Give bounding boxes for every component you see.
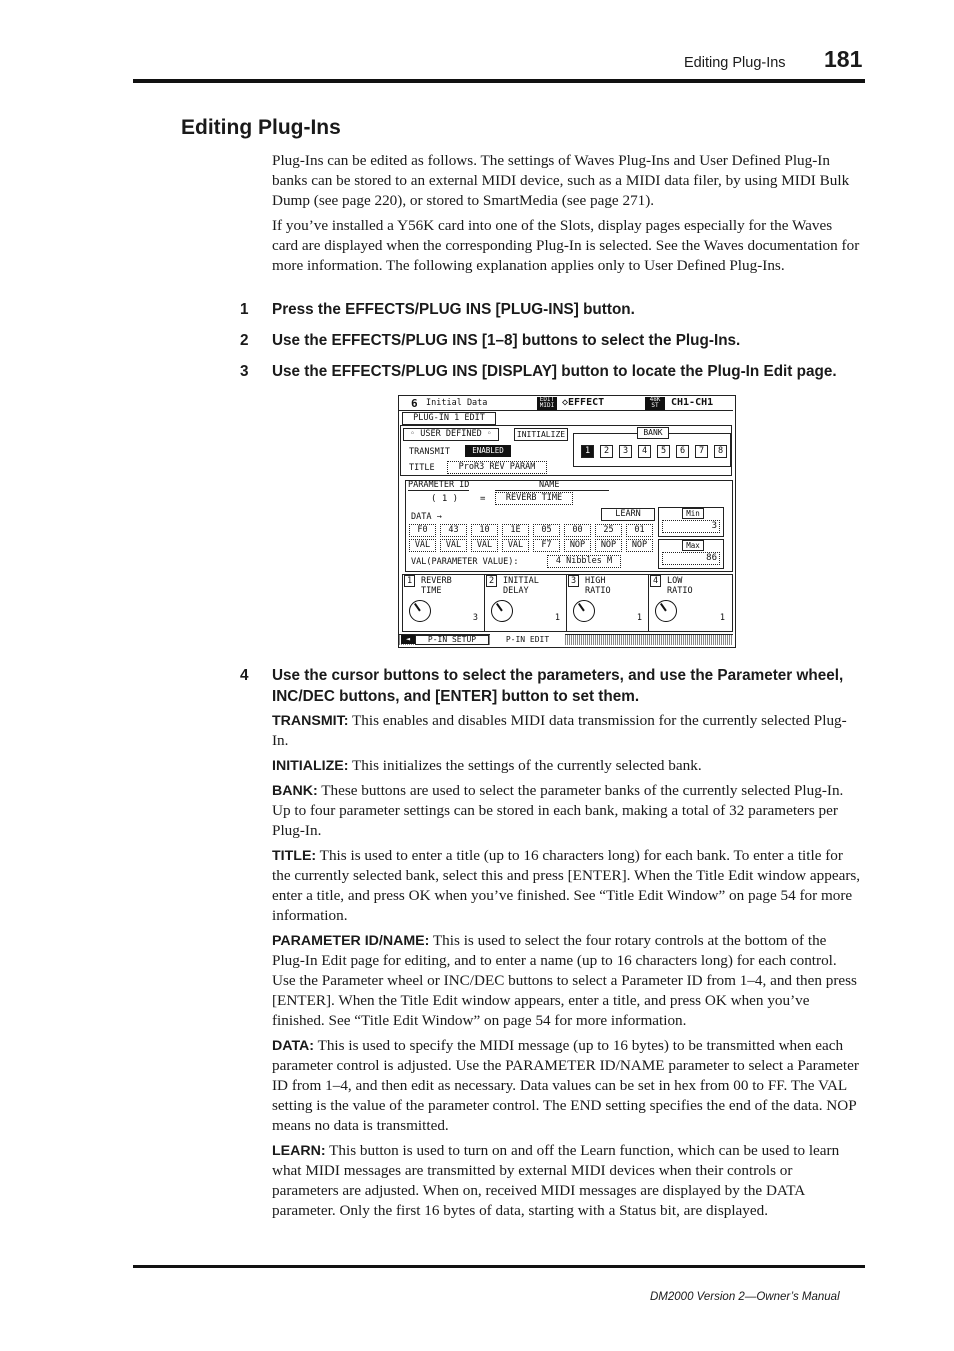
lcd-screen — [398, 395, 736, 648]
data-type[interactable]: NOP — [564, 539, 591, 552]
tab-plugin-edit[interactable]: P-IN EDIT — [490, 634, 565, 645]
knob-cell[interactable] — [485, 575, 567, 631]
definition-data — [272, 1036, 862, 1136]
definition-learn — [272, 1141, 862, 1221]
rate-badge: 48K ST — [645, 397, 665, 410]
term: TITLE: — [272, 848, 317, 864]
bank-button-8[interactable]: 8 — [714, 445, 727, 458]
knob-cell[interactable] — [649, 575, 731, 631]
knob-value: 1 — [636, 613, 642, 623]
data-byte[interactable]: 10 — [471, 524, 498, 537]
min-field[interactable]: 3 — [662, 520, 720, 533]
val-field[interactable]: 4 Nibbles M — [547, 555, 621, 568]
definition-text: These buttons are used to select the parameter banks of the currently selected Plug-In. Up to four parameter settings can be stored in each bank, making a total of 32 parameters per Plug-In. — [272, 782, 844, 839]
definition-bank — [272, 781, 862, 841]
type-selector[interactable]: ◦ USER DEFINED ◦ — [403, 428, 499, 441]
data-byte[interactable]: 25 — [595, 524, 622, 537]
rotary-knob-icon[interactable] — [573, 600, 595, 622]
knob-number: 1 — [404, 575, 415, 587]
parameter-name-field[interactable]: REVERB TIME — [495, 492, 573, 505]
parameter-id-value[interactable]: ( 1 ) — [431, 494, 459, 504]
definition-parameter-id-name — [272, 931, 862, 1031]
knob-cell[interactable] — [403, 575, 485, 631]
knob-label: RATIO — [667, 586, 693, 596]
bank-button-7[interactable]: 7 — [695, 445, 708, 458]
step-number: 4 — [240, 667, 249, 684]
definition-text: This is used to enter a title (up to 16 characters long) for each bank. To enter a title for the currently selected bank, select this and press [ENTER]. When the Title Edit window appears, enter a title, and press OK when you’ve finished. See “Title Edit Window” on page 54 for more information. — [272, 847, 861, 924]
max-label: Max — [682, 540, 704, 551]
bank-button-3[interactable]: 3 — [619, 445, 632, 458]
knob-label: DELAY — [503, 586, 529, 596]
initialize-button[interactable]: INITIALIZE — [514, 428, 568, 441]
knob-cell[interactable] — [567, 575, 649, 631]
rotary-knob-icon[interactable] — [655, 600, 677, 622]
knob-label: LOW — [667, 576, 683, 586]
bank-button-2[interactable]: 2 — [600, 445, 613, 458]
definition-initialize — [272, 756, 862, 776]
data-type[interactable]: F7 — [533, 539, 560, 552]
bank-label: BANK — [637, 427, 669, 439]
definition-text: This is used to select the four rotary controls at the bottom of the Plug-In Edit page for editing, and to enter a name (up to 16 characters long) for each control. Use the Parameter wheel or INC/DEC buttons to select a Parameter ID from 1–4, and then press [ENTER]. When the Title Edit window appears, enter a title, and press OK when you’ve finished. See “Title Edit Window” on page 54 for more information. — [272, 932, 857, 1029]
footer-rule — [133, 1265, 865, 1268]
step-number: 3 — [240, 363, 249, 380]
data-type[interactable]: NOP — [626, 539, 653, 552]
intro-paragraph: Plug-Ins can be edited as follows. The settings of Waves Plug-Ins and User Defined Plug-In banks can be stored to an external MIDI device, such as a MIDI data filer, by using MIDI Bulk Dump (see page 220), or stored to SmartMedia (see page 271). — [272, 152, 850, 209]
definition-text: This initializes the settings of the currently selected bank. — [351, 757, 702, 774]
term: BANK: — [272, 783, 318, 799]
tab-scroll-left-icon[interactable]: ◄ — [401, 635, 415, 644]
transmit-label: TRANSMIT — [409, 447, 450, 457]
name-underline — [495, 490, 609, 491]
effect-label: ◇EFFECT — [562, 397, 605, 408]
edit-midi-badge: EDIT MIDI — [537, 397, 557, 410]
tab-plugin-setup[interactable]: P-IN SETUP — [415, 635, 489, 645]
val-label: VAL(PARAMETER VALUE): — [411, 557, 519, 567]
definition-transmit — [272, 711, 862, 751]
knob-number: 2 — [486, 575, 497, 587]
step-text: Use the EFFECTS/PLUG INS [DISPLAY] button to locate the Plug-In Edit page. — [272, 363, 837, 380]
data-type[interactable]: VAL — [502, 539, 529, 552]
data-byte[interactable]: 43 — [440, 524, 467, 537]
title-label: TITLE — [409, 463, 435, 473]
intro-paragraph: If you’ve installed a Y56K card into one of the Slots, display pages especially for the Waves card are displayed when the corresponding Plug-In is selected. See the Waves documentation for more information. The following explanation applies only to User Defined Plug-Ins. — [272, 217, 860, 274]
rotary-knob-icon[interactable] — [409, 600, 431, 622]
term: PARAMETER ID/NAME: — [272, 933, 430, 949]
running-header: Editing Plug-Ins — [684, 55, 786, 71]
definition-title — [272, 846, 862, 926]
definition-text: This button is used to turn on and off the Learn function, which can be used to learn what MIDI messages are transmitted by external MIDI devices when their controls or parameters are adjusted. When on, received MIDI messages are displayed by the DATA parameter. Only the first 16 bytes of data, starting with a Status bit, are displayed. — [272, 1142, 840, 1219]
channel-label: CH1-CH1 — [671, 397, 714, 408]
footer-text: DM2000 Version 2—Owner’s Manual — [650, 1291, 840, 1303]
title-field[interactable]: ProR3 REV PARAM — [447, 461, 547, 474]
step-text: Use the EFFECTS/PLUG INS [1–8] buttons to select the Plug-Ins. — [272, 332, 741, 349]
definition-text: This enables and disables MIDI data transmission for the currently selected Plug-In. — [272, 712, 847, 749]
scene-number: 6 — [411, 397, 418, 410]
equals-sign: = — [480, 494, 486, 504]
term: TRANSMIT: — [272, 713, 349, 729]
data-byte[interactable]: 01 — [626, 524, 653, 537]
data-label: DATA → — [411, 512, 442, 522]
section-title: Editing Plug-Ins — [181, 116, 341, 139]
knob-label: RATIO — [585, 586, 611, 596]
page-number: 181 — [824, 46, 863, 72]
max-field[interactable]: 86 — [662, 552, 720, 565]
bank-button-1[interactable]: 1 — [581, 445, 594, 458]
data-byte[interactable]: F0 — [409, 524, 436, 537]
knob-number: 3 — [568, 575, 579, 587]
term: LEARN: — [272, 1143, 326, 1159]
bank-button-5[interactable]: 5 — [657, 445, 670, 458]
name-label: NAME — [539, 480, 560, 490]
min-label: Min — [682, 508, 704, 519]
step-number: 1 — [240, 301, 249, 318]
data-type[interactable]: VAL — [471, 539, 498, 552]
knob-label: REVERB — [421, 576, 452, 586]
data-type[interactable]: NOP — [595, 539, 622, 552]
data-byte[interactable]: 05 — [533, 524, 560, 537]
transmit-toggle[interactable]: ENABLED — [465, 445, 511, 457]
data-type[interactable]: VAL — [440, 539, 467, 552]
term: INITIALIZE: — [272, 758, 349, 774]
parameter-id-label: PARAMETER ID — [408, 480, 470, 490]
header-rule — [133, 79, 865, 83]
knob-number: 4 — [650, 575, 661, 587]
data-byte[interactable]: 00 — [564, 524, 591, 537]
rotary-knob-icon[interactable] — [491, 600, 513, 622]
term: DATA: — [272, 1038, 315, 1054]
bank-button-6[interactable]: 6 — [676, 445, 689, 458]
data-byte[interactable]: 1E — [502, 524, 529, 537]
knob-label: HIGH — [585, 576, 606, 586]
step-text: Press the EFFECTS/PLUG INS [PLUG-INS] button. — [272, 301, 635, 318]
bank-button-4[interactable]: 4 — [638, 445, 651, 458]
knob-value: 1 — [554, 613, 560, 623]
scene-name: Initial Data — [426, 398, 488, 408]
plugin-edit-tab: PLUG-IN 1 EDIT — [402, 412, 496, 425]
data-type[interactable]: VAL — [409, 539, 436, 552]
knob-value: 3 — [472, 613, 478, 623]
definition-text: This is used to specify the MIDI message (up to 16 bytes) to be transmitted when each parameter control is adjusted. Use the PARAMETER ID/NAME parameter to select a Parameter ID from 1–4, and then edit as necessary. Data values can be set in hex from 00 to FF. The VAL setting is the value of the parameter control. The END setting specifies the end of the data. NOP means no data is transmitted. — [272, 1037, 859, 1134]
knob-label: TIME — [421, 586, 442, 596]
learn-button[interactable]: LEARN — [601, 508, 655, 521]
knob-label: INITIAL — [503, 576, 539, 586]
step-number: 2 — [240, 332, 249, 349]
step-text: Use the cursor buttons to select the parameters, and use the Parameter wheel, INC/DEC buttons, and [ENTER] button to set them. — [272, 667, 844, 705]
knob-value: 1 — [719, 613, 725, 623]
